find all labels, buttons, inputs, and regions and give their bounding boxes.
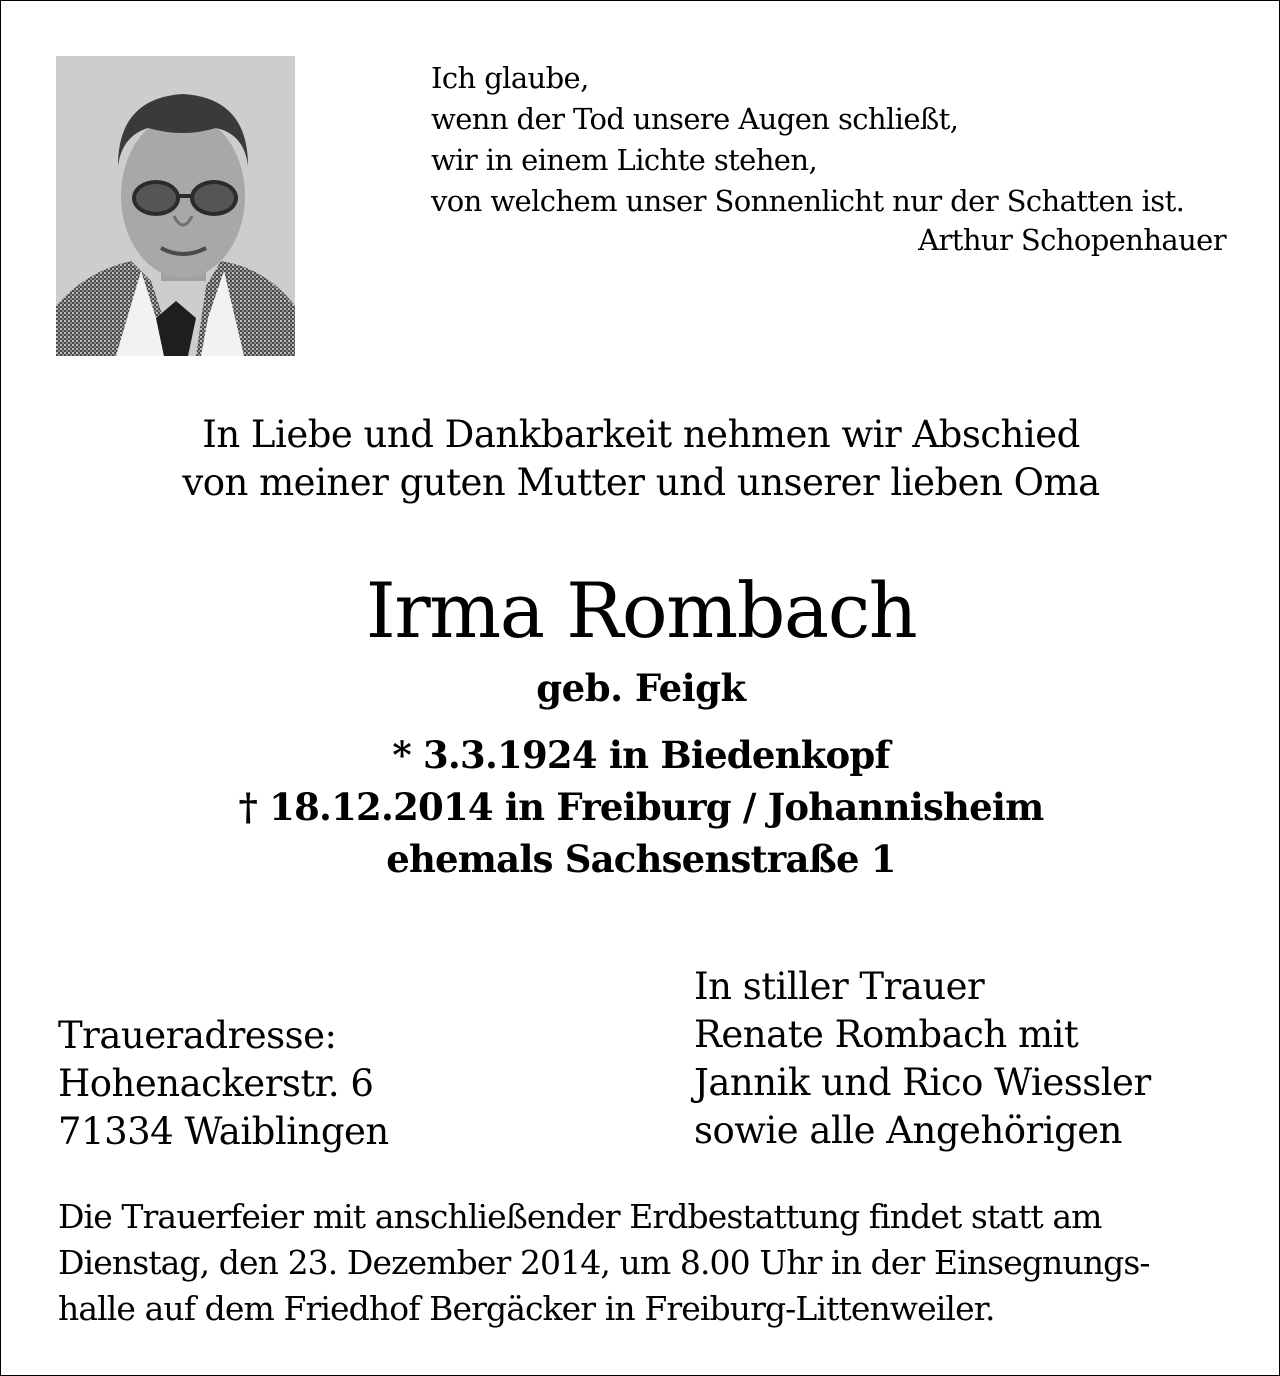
quote-text bbox=[431, 58, 1231, 222]
service-line: halle auf dem Friedhof Bergäcker in Freiburg-Littenweiler. bbox=[58, 1289, 995, 1328]
deceased-name: Irma Rombach bbox=[365, 566, 917, 655]
quote-line: von welchem unser Sonnenlicht nur der Schatten ist. bbox=[431, 184, 1185, 218]
intro-line: von meiner guten Mutter und unserer lieben Oma bbox=[182, 461, 1100, 504]
portrait-icon bbox=[56, 56, 295, 356]
death-line: † 18.12.2014 in Freiburg / Johannisheim bbox=[238, 785, 1044, 829]
address-label: Traueradresse: bbox=[58, 1014, 337, 1057]
life-dates bbox=[1, 729, 1280, 885]
portrait-photo bbox=[56, 56, 295, 356]
mourners-line: In stiller Trauer bbox=[694, 965, 985, 1008]
mourners-line: Renate Rombach mit bbox=[694, 1013, 1079, 1056]
service-line: Die Trauerfeier mit anschließender Erdbestattung findet statt am bbox=[58, 1197, 1102, 1236]
funeral-service-text bbox=[58, 1194, 1238, 1332]
former-address-line: ehemals Sachsenstraße 1 bbox=[386, 837, 896, 881]
address-street: Hohenackerstr. 6 bbox=[58, 1062, 374, 1105]
mourning-address bbox=[58, 1012, 389, 1156]
maiden-name: geb. Feigk bbox=[536, 666, 746, 710]
intro-text bbox=[1, 411, 1280, 507]
quote-line: wir in einem Lichte stehen, bbox=[431, 143, 818, 177]
service-line: Dienstag, den 23. Dezember 2014, um 8.00 Uhr in der Einsegnungs- bbox=[58, 1243, 1150, 1282]
birth-line: * 3.3.1924 in Biedenkopf bbox=[392, 733, 890, 777]
mourners-block bbox=[694, 963, 1151, 1155]
address-city: 71334 Waiblingen bbox=[58, 1110, 389, 1153]
quote-line: wenn der Tod unsere Augen schließt, bbox=[431, 102, 959, 136]
intro-line: In Liebe und Dankbarkeit nehmen wir Abschied bbox=[202, 413, 1080, 456]
mourners-line: Jannik und Rico Wiessler bbox=[694, 1061, 1151, 1104]
mourners-line: sowie alle Angehörigen bbox=[694, 1109, 1122, 1152]
quote-author: Arthur Schopenhauer bbox=[918, 223, 1226, 257]
quote-line: Ich glaube, bbox=[431, 61, 589, 95]
